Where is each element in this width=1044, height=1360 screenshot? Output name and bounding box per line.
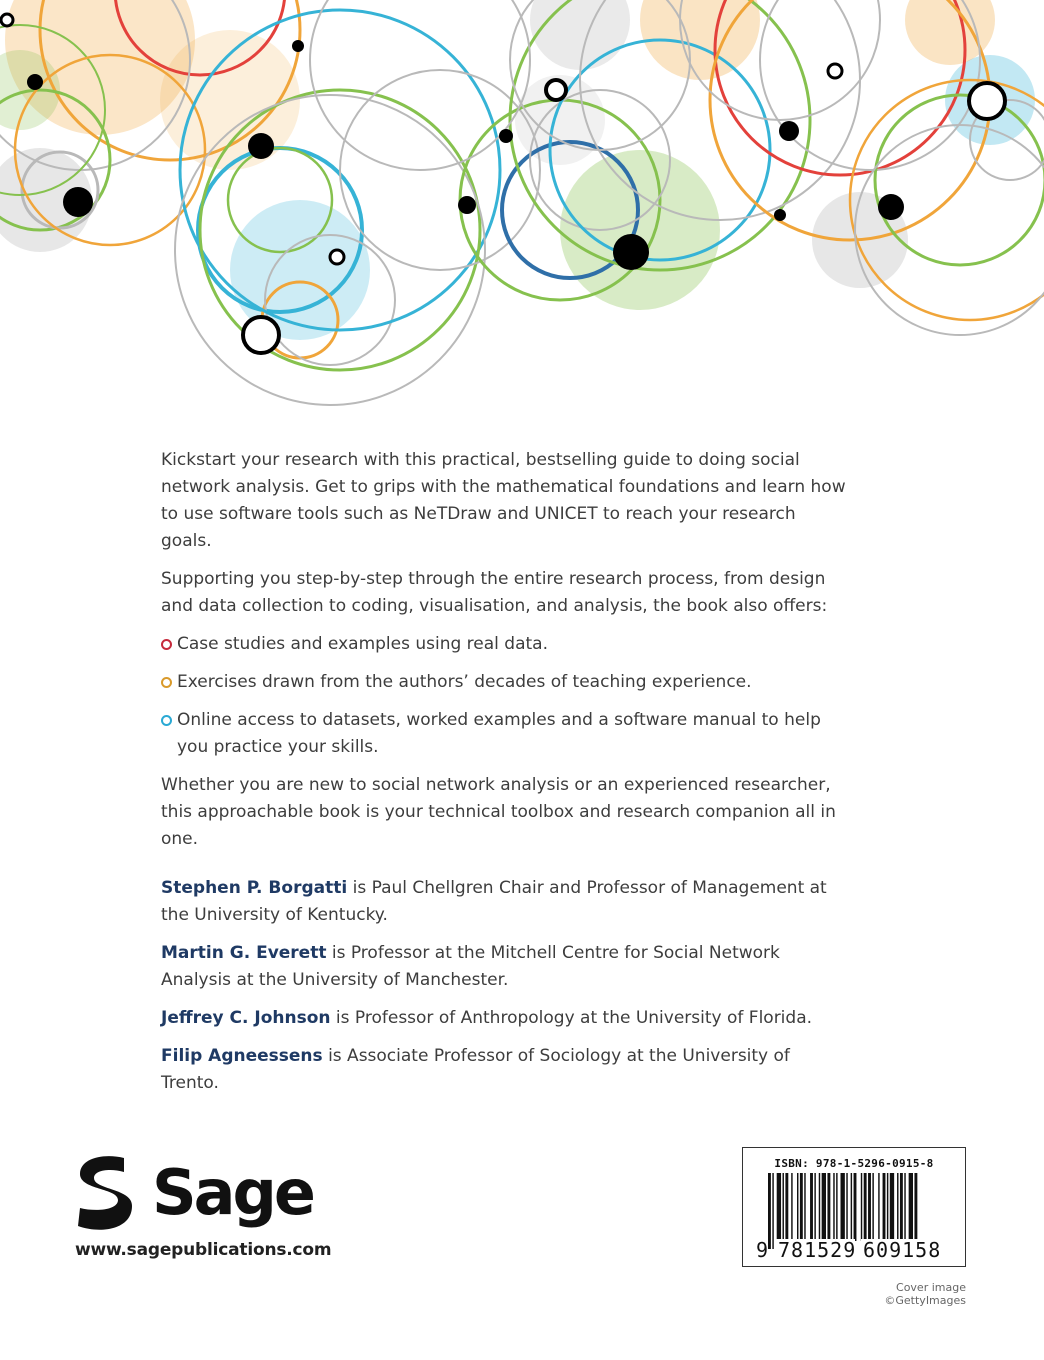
barcode-bar bbox=[777, 1173, 781, 1241]
barcode-bar bbox=[883, 1173, 886, 1241]
author-name: Filip Agneessens bbox=[161, 1046, 323, 1066]
author-bio bbox=[161, 1043, 851, 1097]
network-node-hollow bbox=[969, 83, 1005, 119]
barcode-bar bbox=[872, 1173, 873, 1241]
barcode-right-digits: 609158 bbox=[863, 1238, 942, 1261]
network-node bbox=[292, 40, 304, 52]
bullet-text: Exercises drawn from the authors’ decades of teaching experience. bbox=[177, 672, 752, 692]
network-node bbox=[248, 133, 274, 159]
sage-logo bbox=[74, 1150, 314, 1234]
isbn-barcode bbox=[742, 1147, 966, 1267]
barcode-bar bbox=[772, 1173, 773, 1249]
author-bio bbox=[161, 875, 851, 929]
network-node bbox=[774, 209, 786, 221]
author-bio bbox=[161, 1005, 851, 1032]
network-node-hollow bbox=[243, 317, 279, 353]
network-node bbox=[499, 129, 513, 143]
network-node-hollow bbox=[330, 250, 344, 264]
bullet-item bbox=[161, 707, 851, 761]
barcode-bars bbox=[751, 1173, 957, 1261]
barcode-bar bbox=[819, 1173, 820, 1241]
bullet-item bbox=[161, 631, 851, 658]
barcode-bar bbox=[827, 1173, 830, 1241]
description-closing: Whether you are new to social network analysis or an experienced researcher, this approachable book is your technical toolbox and research companion all in one. bbox=[161, 775, 836, 849]
barcode-bar bbox=[864, 1173, 867, 1241]
network-node bbox=[63, 187, 93, 217]
description-paragraph-1: Kickstart your research with this practical, bestselling guide to doing social network analysis. Get to grips with the mathematical foundations and learn how to use software tools such as NeTDraw and UNICET to reach your research goals. bbox=[161, 450, 846, 551]
bullet-item bbox=[161, 669, 851, 696]
author-bios bbox=[161, 875, 851, 1097]
barcode-bar bbox=[900, 1173, 903, 1241]
sage-wordmark: Sage bbox=[152, 1156, 313, 1229]
barcode-bar bbox=[814, 1173, 815, 1241]
network-node-hollow bbox=[828, 64, 842, 78]
author-description: is Associate Professor of Sociology at the University of Trento. bbox=[161, 1046, 790, 1093]
author-description: is Professor at the Mitchell Centre for Social Network Analysis at the University of Manchester. bbox=[161, 943, 780, 990]
background-bubble bbox=[530, 0, 630, 70]
author-description: is Professor of Anthropology at the University of Florida. bbox=[335, 1008, 813, 1028]
network-node bbox=[27, 74, 43, 90]
author-name: Jeffrey C. Johnson bbox=[161, 1008, 331, 1028]
barcode-bar bbox=[909, 1173, 913, 1241]
barcode-left-digits: 781529 bbox=[778, 1238, 857, 1261]
barcode-bar bbox=[804, 1173, 805, 1241]
barcode-bar bbox=[854, 1173, 857, 1241]
barcode-bar bbox=[861, 1173, 862, 1241]
network-node bbox=[779, 121, 799, 141]
author-name: Stephen P. Borgatti bbox=[161, 878, 348, 898]
network-node-hollow bbox=[1, 14, 13, 26]
bullet-text: Online access to datasets, worked examples and a software manual to help you practice your skills. bbox=[177, 710, 821, 757]
barcode-bar bbox=[890, 1173, 894, 1241]
barcode-bar bbox=[878, 1173, 879, 1241]
author-bio bbox=[161, 940, 851, 994]
ring-bullet-icon bbox=[161, 677, 172, 688]
barcode-bar bbox=[785, 1173, 788, 1241]
cover-image-credit: Cover image ©GettyImages bbox=[884, 1281, 966, 1307]
barcode-bar bbox=[836, 1173, 837, 1241]
ring-bullet-icon bbox=[161, 715, 172, 726]
network-circles-illustration bbox=[0, 0, 1044, 420]
network-node bbox=[613, 234, 649, 270]
barcode-bar bbox=[797, 1173, 798, 1241]
barcode-bar bbox=[800, 1173, 803, 1241]
bullet-text: Case studies and examples using real data. bbox=[177, 634, 548, 654]
barcode-bar bbox=[810, 1173, 813, 1241]
barcode-bar bbox=[887, 1173, 888, 1241]
author-name: Martin G. Everett bbox=[161, 943, 327, 963]
barcode-bar bbox=[783, 1173, 784, 1241]
network-node bbox=[878, 194, 904, 220]
description-paragraph-2: Supporting you step-by-step through the entire research process, from design and data collection to coding, visualisation, and analysis, the book also offers: bbox=[161, 569, 828, 616]
ring-bullet-icon bbox=[161, 639, 172, 650]
barcode-bar bbox=[851, 1173, 852, 1241]
barcode-bar bbox=[791, 1173, 792, 1241]
barcode-bar bbox=[868, 1173, 871, 1241]
barcode-lead-digit: 9 bbox=[756, 1238, 769, 1261]
author-description: is Paul Chellgren Chair and Professor of Management at the University of Kentucky. bbox=[161, 878, 827, 925]
network-node bbox=[458, 196, 476, 214]
barcode-bar bbox=[897, 1173, 898, 1241]
barcode-bar bbox=[768, 1173, 771, 1249]
publisher-url[interactable]: www.sagepublications.com bbox=[75, 1240, 332, 1260]
network-node-hollow bbox=[546, 80, 566, 100]
barcode-bar bbox=[833, 1173, 834, 1241]
barcode-bar bbox=[822, 1173, 826, 1241]
barcode-bar bbox=[904, 1173, 905, 1241]
back-cover-description bbox=[161, 447, 851, 1108]
sage-s-mark-icon bbox=[78, 1156, 132, 1230]
isbn-label: ISBN: 978-1-5296-0915-8 bbox=[774, 1157, 934, 1170]
